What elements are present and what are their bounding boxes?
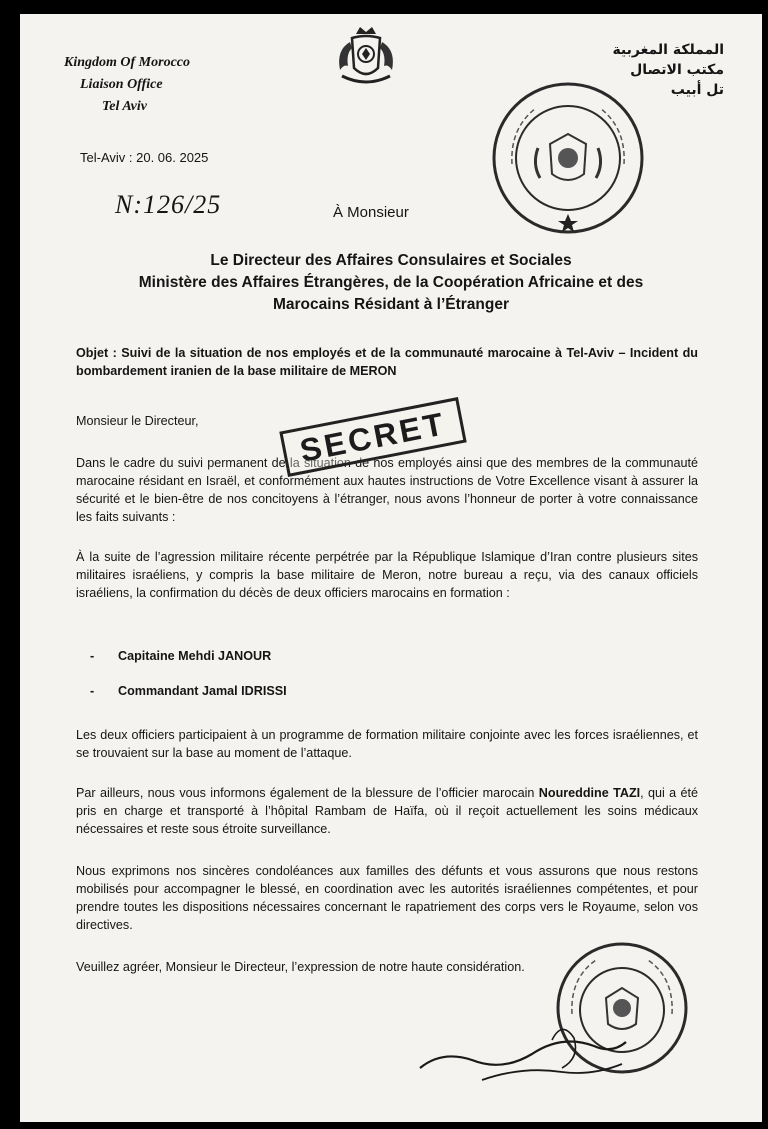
sender-line: مكتب الاتصال [630,62,724,78]
office-seal-icon [488,78,648,238]
handwritten-signature-icon [412,1010,642,1105]
sender-header-latin [64,52,190,118]
injured-officer-name: Noureddine TAZI [538,786,641,800]
recipient-address [60,250,722,316]
list-item [90,649,271,663]
paragraph-intro: Dans le cadre du suivi permanent de la situation de nos employés ainsi que des membres de la communauté marocaine résidant en Israël, et conformément aux hautes instructions de Votre Excellence visant à assurer la sécurité et le bien-être de nos concitoyens à l’étranger, nous avons l’honneur de porter à votre connaissance les faits suivants : [76,456,698,524]
paragraph-condolences: Nous exprimons nos sincères condoléances aux familles des défunts et vous assurons que nous restons mobilisés pour accompagner le blessé, en coordination avec les autorités israéliennes compétentes, et pour prendre toutes les dispositions nécessaires concernant le rapatriement des corps vers le Royaume, selon vos directives. [76,864,698,932]
salutation: Monsieur le Directeur, [76,414,199,428]
closing-formula: Veuillez agréer, Monsieur le Directeur, l’expression de notre haute considération. [76,960,525,974]
sender-line: المملكة المغربية [612,42,724,58]
paragraph-injury [76,784,698,838]
sender-line: تل أبيب [670,82,724,98]
sender-line: Kingdom Of Morocco [64,55,190,70]
recipient-line: Marocains Résidant à l’Étranger [272,296,510,313]
officer-name: Capitaine Mehdi JANOUR [118,649,272,663]
document-page [20,14,762,1122]
reference-number: N:126/25 [115,190,222,219]
paragraph-incident: À la suite de l’agression militaire récente perpétrée par la République Islamique d’Iran contre plusieurs sites militaires israéliens, y compris la base militaire de Meron, notre bureau a reçu, via des canaux officiels israéliens, la confirmation du décès de deux officiers marocains en formation : [76,550,698,600]
sender-line: Liaison Office [80,77,163,92]
royal-coat-of-arms-icon [328,24,404,94]
officer-name: Commandant Jamal IDRISSI [118,684,287,698]
recipient-line: Le Directeur des Affaires Consulaires et Sociales [210,252,572,269]
bullet-dash: - [90,684,95,698]
recipient-title: À Monsieur [333,204,409,221]
secret-stamp: SECRET [279,397,466,477]
injury-text-end: , qui a été pris en charge et transporté à l’hôpital Rambam de Haïfa, où il reçoit actuellement les soins médicaux nécessaires et reste sous étroite surveillance. [76,786,698,836]
injury-text-start: Par ailleurs, nous vous informons également de la blessure de l’officier marocain [76,786,539,800]
bullet-dash: - [90,649,95,663]
recipient-line: Ministère des Affaires Étrangères, de la Coopération Africaine et des [138,274,644,291]
list-item [90,684,287,698]
paragraph-officers: Les deux officiers participaient à un programme de formation militaire conjointe avec les forces israéliennes, et se trouvaient sur la base au moment de l’attaque. [76,728,698,760]
letter-date: Tel-Aviv : 20. 06. 2025 [80,150,209,165]
sender-line: Tel Aviv [102,99,147,114]
subject-line: Objet : Suivi de la situation de nos employés et de la communauté marocaine à Tel-Aviv – Incident du bombardement iranien de la base militaire de MERON [76,346,698,378]
